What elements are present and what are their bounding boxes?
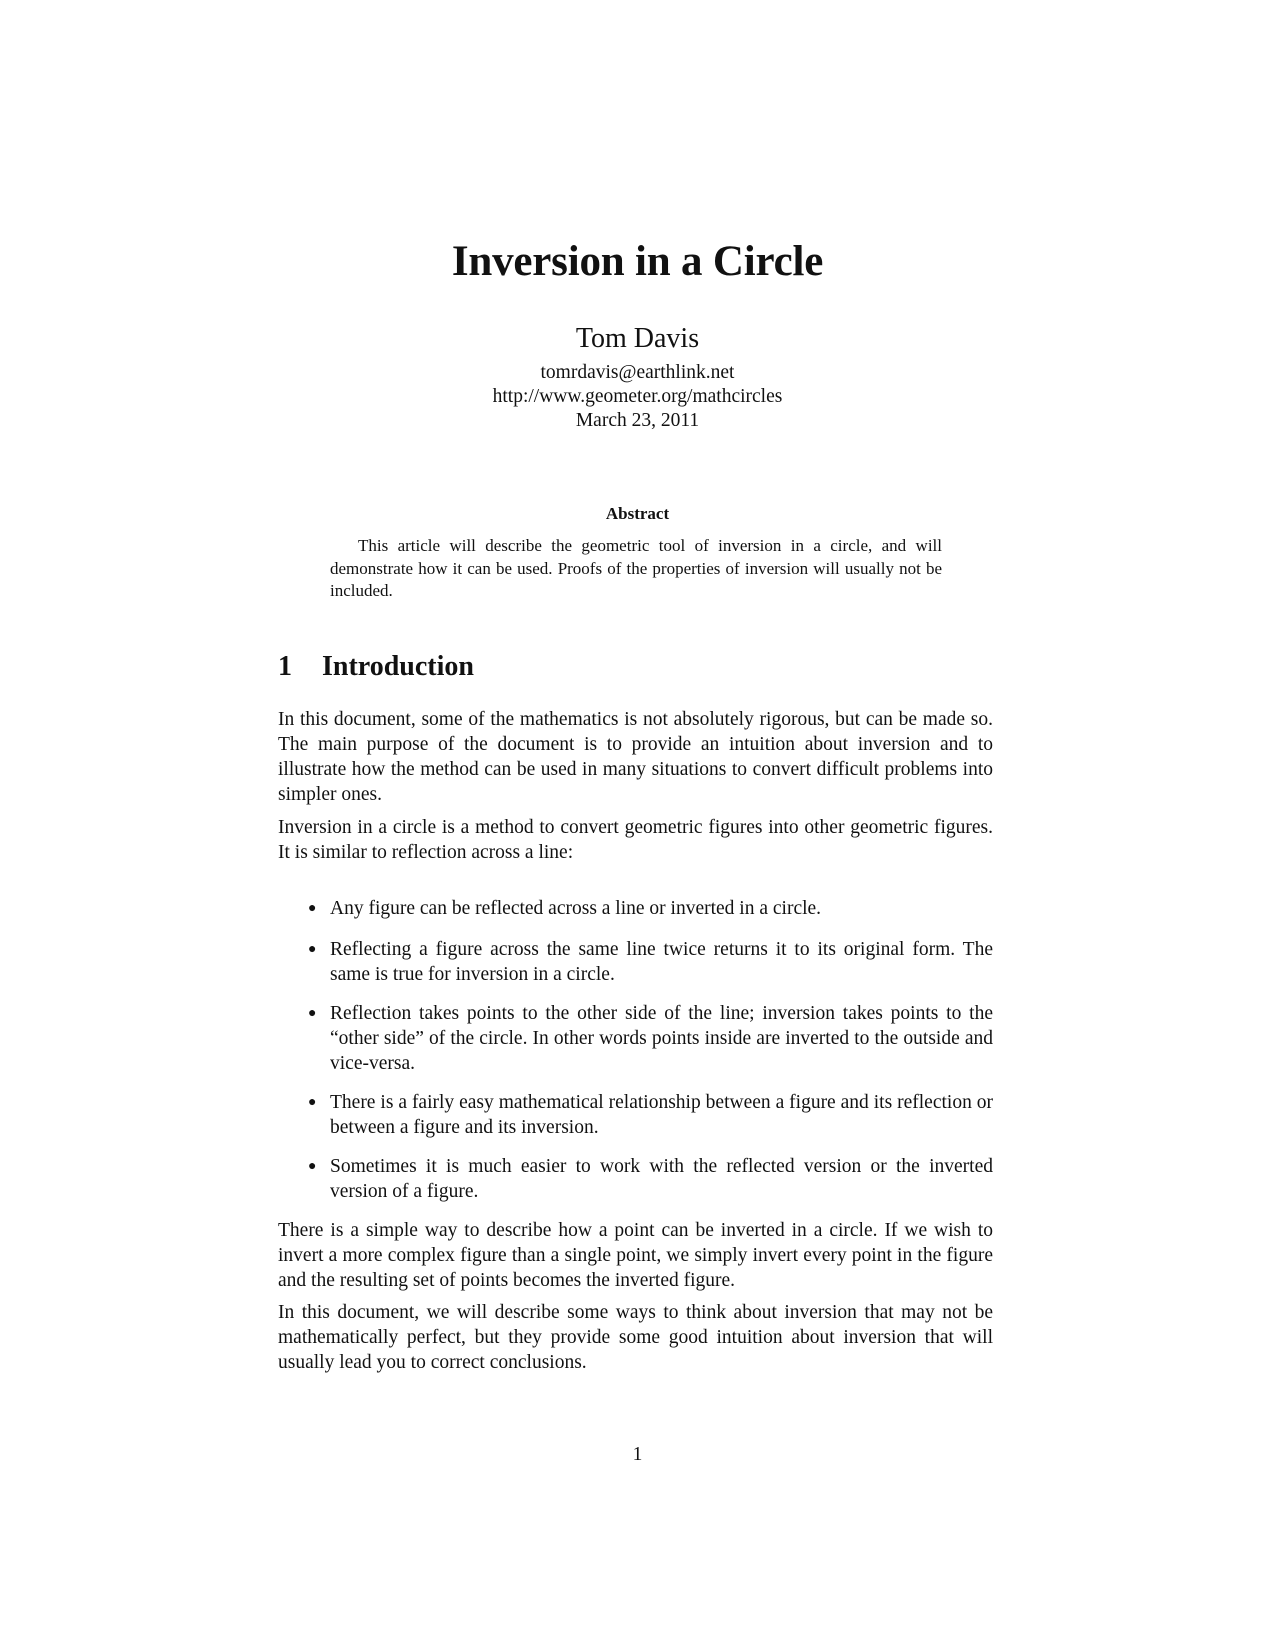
- list-item: ● Sometimes it is much easier to work with the reflected version or the inverted version of a figure.: [308, 1156, 993, 1202]
- intro-paragraph-1: [278, 707, 993, 807]
- bullet-icon: ●: [308, 1095, 317, 1110]
- paragraph: There is a simple way to describe how a point can be inverted in a circle. If we wish to invert a more complex figure than a single point, we simply invert every point in the figure and the resulting set of points becomes the inverted figure.: [278, 1220, 993, 1291]
- paragraph: Inversion in a circle is a method to convert geometric figures into other geometric figures. It is similar to reflection across a line:: [278, 817, 993, 863]
- list-item: ● Reflection takes points to the other side of the line; inversion takes points to the “other side” of the circle. In other words points inside are inverted to the outside and vice-versa.: [308, 1003, 993, 1074]
- author-url: http://www.geometer.org/mathcircles: [492, 386, 783, 407]
- intro-paragraph-4: [278, 1300, 993, 1375]
- list-item: ● Reflecting a figure across the same line twice returns it to its original form. The same is true for inversion in a circle.: [308, 939, 993, 985]
- section-title: Introduction: [322, 651, 474, 682]
- intro-paragraph-3: [278, 1218, 993, 1293]
- bullet-list: [308, 896, 993, 1220]
- paragraph: In this document, some of the mathematics is not absolutely rigorous, but can be made so. The main purpose of the document is to provide an intuition about inversion and to illustrate how the method can be used in many situations to convert difficult problems into simpler ones.: [278, 709, 993, 805]
- bullet-icon: ●: [308, 901, 317, 916]
- bullet-icon: ●: [308, 1159, 317, 1174]
- bullet-icon: ●: [308, 1006, 317, 1021]
- paper-title: Inversion in a Circle: [451, 238, 824, 285]
- section-number: 1: [278, 651, 292, 682]
- author-email: tomrdavis@earthlink.net: [540, 362, 735, 383]
- abstract-text: This article will describe the geometric tool of inversion in a circle, and will demonstrate how it can be used. Proofs of the properties of inversion will usually not be included.: [330, 536, 942, 600]
- intro-paragraph-2: [278, 815, 993, 865]
- list-item: ● There is a fairly easy mathematical relationship between a figure and its reflection or between a figure and its inversion.: [308, 1092, 993, 1138]
- author-name: Tom Davis: [575, 323, 700, 354]
- paper-date: March 23, 2011: [575, 410, 700, 431]
- paragraph: In this document, we will describe some ways to think about inversion that may not be mathematically perfect, but they provide some good intuition about inversion that will usually lead you to correct conclusions.: [278, 1302, 993, 1373]
- page-number: 1: [632, 1444, 643, 1465]
- bullet-icon: ●: [308, 942, 317, 957]
- abstract-heading: Abstract: [605, 504, 670, 523]
- section-heading: [278, 650, 474, 684]
- list-item: ● Any figure can be reflected across a line or inverted in a circle.: [308, 898, 822, 919]
